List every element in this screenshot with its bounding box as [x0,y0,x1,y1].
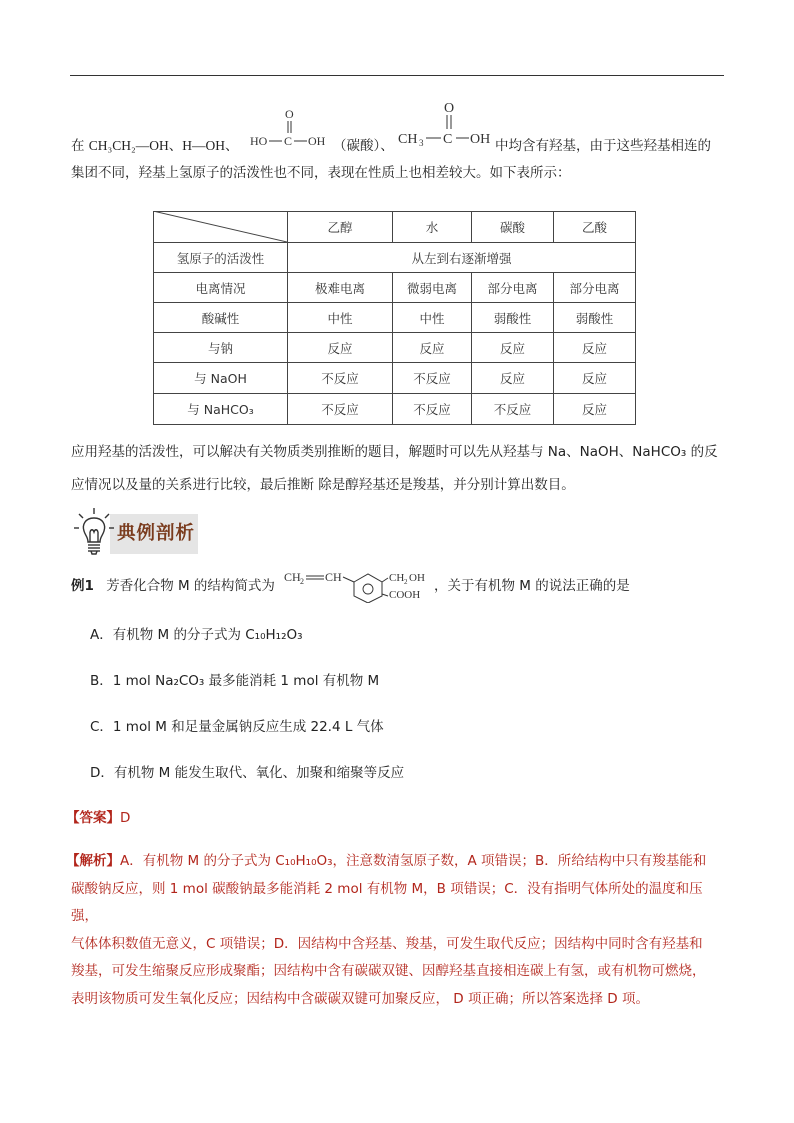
table-cell: 反应 [554,333,636,363]
table-cell: 不反应 [288,363,393,394]
lightbulb-icon [72,506,116,556]
table-cell: 不反应 [393,363,472,394]
table-cell: 反应 [554,394,636,425]
intro-lead: 在 [71,138,89,154]
col-header: 乙酸 [554,212,636,243]
table-diagonal-line [153,211,287,242]
application-line-1: 应用羟基的活泼性，可以解决有关物质类别推断的题目，解题时可以先从羟基与 Na、NaOH、NaHCO₃ 的反 [71,444,718,460]
answer-value: D [120,810,131,826]
row-label: 与 NaOH [154,363,288,394]
col-header: 水 [393,212,472,243]
table-cell: 中性 [393,303,472,333]
table-cell: 部分电离 [554,273,636,303]
table-cell: 中性 [288,303,393,333]
table-cell: 反应 [393,333,472,363]
col-header: 碳酸 [472,212,554,243]
carbonic-acid-structure [248,103,334,153]
table-cell: 不反应 [393,394,472,425]
svg-text:OH: OH [308,134,326,148]
option-c: C．1 mol M 和足量金属钠反应生成 22.4 L 气体 [90,719,384,735]
example-text-a: 芳香化合物 M 的结构简式为 [106,578,275,594]
compound-m-structure [282,565,434,603]
table-cell: 弱酸性 [472,303,554,333]
row-label: 酸碱性 [154,303,288,333]
example-label: 例1 [71,578,94,594]
analysis-line: 表明该物质可发生氧化反应；因结构中含碳碳双键可加聚反应， D 项正确；所以答案选择 D 项。 [71,990,649,1007]
svg-text:HO: HO [250,134,268,148]
analysis-line: 气体体积数值无意义，C 项错误；D．因结构中含羟基、羧基，可发生取代反应；因结构中同时含有羟基和 [71,935,703,952]
answer-label: 【答案】 [66,810,120,826]
hydroxyl-activity-table [153,211,636,425]
svg-text:OH: OH [409,572,425,584]
option-b: B．1 mol Na₂CO₃ 最多能消耗 1 mol 有机物 M [90,673,380,689]
row-label: 氢原子的活泼性 [154,243,288,273]
svg-text:3: 3 [419,138,424,148]
acetic-acid-structure [396,96,496,154]
svg-text:C: C [443,132,453,147]
section-title: 典例剖析 [117,523,196,544]
table-cell: 不反应 [288,394,393,425]
svg-text:OH: OH [470,132,491,147]
svg-text:O: O [285,107,294,121]
table-cell: 部分电离 [472,273,554,303]
table-cell: 反应 [472,333,554,363]
table-cell: 反应 [288,333,393,363]
analysis-line: 羧基，可发生缩聚反应形成聚酯；因结构中含有碳碳双键、因醇羟基直接相连碳上有氢，或有机物可燃烧， [71,963,706,979]
svg-text:CH: CH [398,132,418,147]
table-cell: 不反应 [472,394,554,425]
svg-text:CH: CH [389,572,405,584]
svg-text:O: O [444,101,455,116]
table-cell: 反应 [472,363,554,394]
svg-text:CH: CH [284,570,301,584]
carbonic-label: （碳酸）、 [333,138,394,154]
row-label: 与 NaHCO₃ [154,394,288,425]
table-cell: 极难电离 [288,273,393,303]
svg-text:2: 2 [404,578,408,586]
svg-text:COOH: COOH [389,589,421,601]
table-cell: 反应 [554,363,636,394]
option-d: D．有机物 M 能发生取代、氧化、加聚和缩聚等反应 [90,765,405,781]
application-line-2: 应情况以及量的关系进行比较，最后推断 除是醇羟基还是羧基，并分别计算出数目。 [71,477,575,493]
svg-text:2: 2 [300,577,304,586]
answer-line [66,808,726,828]
row-label: 与钠 [154,333,288,363]
analysis-line: 碳酸钠反应，则 1 mol 碳酸钠最多能消耗 2 mol 有机物 M，B 项错误；C．没有指明气体所处的温度和压强， [71,880,703,924]
svg-text:C: C [284,134,293,148]
intro-line-2: 集团不同，羟基上氢原子的活泼性也不同，表现在性质上也相差较大。如下表所示： [71,165,571,181]
intro-tail: 中均含有羟基，由于这些羟基相连的 [495,138,711,154]
row-label: 电离情况 [154,273,288,303]
option-a: A．有机物 M 的分子式为 C₁₀H₁₂O₃ [90,627,303,643]
header-rule [70,75,724,76]
analysis-text: A．有机物 M 的分子式为 C₁₀H₁₀O₃，注意数清氢原子数，A 项错误；B．所给结构中只有羧基能和 [120,853,707,869]
analysis-block [66,848,726,1013]
col-header: 乙醇 [288,212,393,243]
example-text-b: ，关于有机物 M 的说法正确的是 [434,578,630,594]
analysis-label: 【解析】 [66,853,120,869]
ethanol-water-formulas: CH₃CH₂—OH、H—OH、 [88,138,239,153]
analysis-line [66,848,726,876]
table-cell: 微弱电离 [393,273,472,303]
table-cell: 弱酸性 [554,303,636,333]
activity-trend: 从左到右逐渐增强 [288,243,636,273]
svg-text:CH: CH [325,570,342,584]
